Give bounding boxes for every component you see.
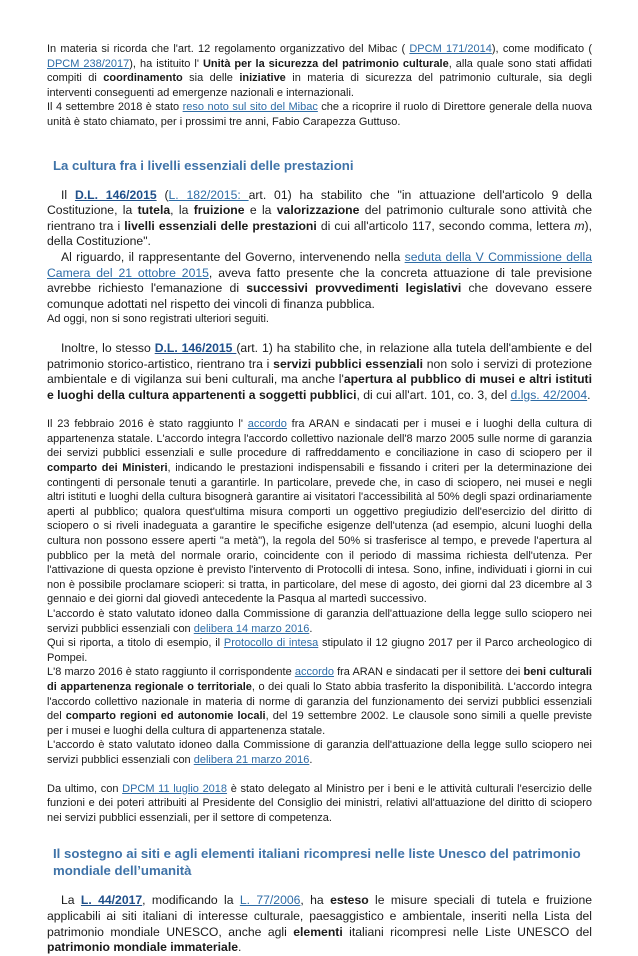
text: Qui si riporta, a titolo di esempio, il — [47, 637, 224, 650]
link-dl-146-2015[interactable]: D.L. 146/2015 — [74, 187, 157, 202]
text: che a ricoprire il ruolo di Direttore generale della nuova unità è stato chiamato, per i prossimi tre anni, Fabio Carapezza Guttuso. — [47, 101, 592, 128]
text: stipulato il 12 giugno 2017 per il Parco archeologico di Pompei. — [47, 637, 592, 664]
text: , ha — [300, 893, 331, 908]
text: e la — [244, 203, 277, 218]
text: ), come modificato ( — [491, 43, 592, 55]
text: art. 01) ha stabilito che "in attuazione dell'articolo 9 della Costituzione, la — [47, 187, 593, 218]
text: . — [237, 940, 242, 955]
bold-text: Unità per la sicurezza del patrimonio culturale — [202, 57, 449, 70]
bold-text: tutela — [137, 203, 171, 218]
text: Il — [61, 187, 75, 202]
bold-text: comparto regioni ed autonomie locali — [65, 710, 266, 723]
text: Al riguardo, il rappresentante del Governo, intervenendo nella — [61, 249, 405, 264]
text: L'accordo è stato valutato idoneo dalla Commissione di garanzia dell'attuazione della legge sullo sciopero nei servizi pubblici essenziali con — [47, 608, 592, 635]
text: La — [61, 893, 81, 908]
paragraph-delibera-21-marzo — [47, 738, 592, 767]
text: è stato delegato al Ministro per i beni e le attività culturali l'esercizio delle funzioni e dei poteri attribuiti al Presidente del Consiglio dei ministri, relativi all'attuazione del diritto di sciopero nei servizi pubblici essenziali, per il settore di competenza. — [47, 782, 592, 824]
text: sia delle — [182, 72, 240, 85]
link-delibera-21-marzo-2016[interactable]: delibera 21 marzo 2016 — [193, 753, 310, 766]
text: italiani ricompresi nelle Liste UNESCO del — [342, 924, 592, 939]
text: che dovevano essere comunque adottati nel rispetto dei vincoli di finanza pubblica. — [47, 281, 592, 311]
link-accordo-regionale[interactable]: accordo — [294, 666, 334, 679]
text: . — [309, 753, 313, 766]
paragraph-protocollo-pompei — [47, 636, 592, 665]
text: , del 19 settembre 2002. Le clausole sono simili a quelle previste per i musei e luoghi della cultura di appartenenza statale. — [47, 710, 592, 737]
text: , indicando le prestazioni indispensabili e fissando i criteri per la determinazione dei contingenti di personale tenuti a garantirle. In particolare, prevede che, in caso di sciopero, nei musei e negli altri istituti e luoghi della cultura bisognerà garantire ai visitatori l'accessibilità al 50% degli spazi ordinariamente aperti al pubblico; qualora quest'ultima misura comporti un oggettivo pregiudizio dell'esercizio del diritto di sciopero o si riveli inadeguata a garantire le specifiche esigenze dell'utenza (ad esempio, alcuni luoghi della cultura non possono essere aperti "a metà"), la regola del 50% si trasferisce al tempo, e prevede l'apertura al pubblico per la metà del normale orario, coincidente con il periodo di massima richiesta dell'utenza. Per l'attivazione di questa opzione è previsto l'intervento di Protocolli di intesa. Sono, infine, individuati i giorni in cui non è possibile proclamare scioperi: si tratta, in particolare, del mese di agosto, dei giorni dal 23 dicembre al 3 gennaio e dei giorni dal giovedì antecedente la Pasqua al martedì successivo. — [47, 462, 592, 606]
paragraph-direttore-generale — [47, 100, 592, 129]
link-seduta-v-commissione[interactable]: seduta della V Commissione della Camera del 21 ottobre 2015 — [47, 249, 592, 280]
bold-text: beni culturali di appartenenza regionale o territoriale — [47, 666, 592, 693]
section-heading-livelli-essenziali: La cultura fra i livelli essenziali delle prestazioni — [53, 157, 354, 173]
section-heading-unesco: Il sostegno ai siti e agli elementi italiani ricompresi nelle liste Unesco del patrimonio mondiale dell’umanità — [53, 846, 581, 879]
link-accordo-musei[interactable]: accordo — [247, 418, 287, 431]
text: , alla quale sono stati affidati compiti di — [47, 57, 592, 85]
text: in materia di sicurezza del patrimonio culturale, sia degli interventi conseguenti ad emergenze nazionali e internazionali. — [47, 72, 592, 99]
bold-text: livelli essenziali delle prestazioni — [124, 218, 317, 233]
paragraph-l-44-2017 — [47, 893, 592, 955]
link-l-44-2017[interactable]: L. 44/2017 — [80, 893, 143, 908]
text: le misure speciali di tutela e fruizione applicabili ai siti italiani di interesse culturale, paesaggistico e ambientale, inseriti nella Lista del patrimonio mondiale UNESCO, anche agli — [47, 893, 593, 939]
text: ), della Costituzione". — [47, 218, 592, 249]
bold-text: comparto dei Ministeri — [47, 462, 168, 475]
text: di cui all'articolo 117, secondo comma, lettera — [316, 218, 575, 233]
link-protocollo-intesa[interactable]: Protocollo di intesa — [223, 637, 319, 650]
text: . — [309, 622, 313, 635]
text: L'8 marzo 2016 è stato raggiunto il corrispondente — [47, 666, 295, 679]
link-dlgs-42-2004[interactable]: d.lgs. 42/2004 — [510, 387, 588, 402]
paragraph-dpcm-luglio-2018 — [47, 782, 592, 826]
text: In materia si ricorda che l'art. 12 regolamento organizzativo del Mibac ( — [47, 43, 410, 55]
paragraph-ad-oggi: Ad oggi, non si sono registrati ulteriori seguiti. — [47, 313, 269, 326]
link-l-182-2015[interactable]: L. 182/2015: — [168, 187, 249, 202]
text: , o dei quali lo Stato abbia trasferito la disponibilità. L'accordo integra l'accordo collettivo nazionale in materia di norme di garanzia del funzionamento dei servizi pubblici essenziali del — [47, 680, 592, 723]
bold-text: successivi provvedimenti legislativi — [246, 281, 462, 296]
link-dpcm-238-2017[interactable]: DPCM 238/2017 — [47, 57, 130, 70]
link-dl-146-2015-second[interactable]: D.L. 146/2015 — [154, 340, 237, 355]
bold-text: iniziative — [239, 72, 286, 85]
text: fra ARAN e sindacati per i musei e i luoghi della cultura di appartenenza statale. L'accordo integra l'accordo collettivo nazionale dell'8 marzo 2005 sulle norme di garanzia dei servizi pubblici essenziali e sulle procedure di raffreddamento e conciliazione in caso di sciopero per il — [47, 418, 592, 460]
link-delibera-14-marzo-2016[interactable]: delibera 14 marzo 2016 — [193, 622, 310, 635]
paragraph-delibera-14-marzo — [47, 607, 592, 636]
text: , aveva fatto presente che la concreta attuazione di tale previsione avrebbe richiesto l'emanazione di — [47, 265, 592, 296]
link-dpcm-171-2014[interactable]: DPCM 171/2014 — [409, 43, 492, 55]
text: ( — [156, 187, 169, 202]
bold-text: fruizione — [193, 203, 245, 218]
text: fra ARAN e sindacati per il settore dei — [333, 666, 524, 679]
bold-text: apertura al pubblico di musei e altri istituti e luoghi della cultura appartenenti a soggetti pubblici — [47, 372, 592, 402]
text: ), ha istituito l' — [129, 57, 203, 70]
text: del patrimonio culturale sono attività che rientrano tra i — [47, 203, 592, 233]
link-dpcm-11-luglio-2018[interactable]: DPCM 11 luglio 2018 — [122, 782, 228, 795]
text: , la — [170, 203, 194, 218]
text: Da ultimo, con — [47, 782, 123, 795]
paragraph-dl-146-2015 — [47, 188, 592, 250]
text: Il 4 settembre 2018 è stato — [47, 101, 183, 114]
bold-text: valorizzazione — [276, 203, 360, 218]
bold-text: elementi — [293, 924, 343, 939]
text: Inoltre, lo stesso — [61, 340, 155, 355]
text: (art. 1) ha stabilito che, in relazione alla tutela dell'ambiente e del patrimonio storico-artistico, rientrano tra i — [47, 340, 592, 371]
bold-text: coordinamento — [103, 72, 183, 85]
italic-text: m — [574, 218, 585, 233]
text: , modificando la — [142, 893, 240, 908]
link-sito-mibac[interactable]: reso noto sul sito del Mibac — [182, 101, 318, 114]
paragraph-accordo-aran-musei — [47, 417, 592, 607]
link-l-77-2006[interactable]: L. 77/2006 — [239, 893, 301, 908]
text: , di cui all'art. 101, co. 3, del — [356, 387, 511, 402]
bold-text: esteso — [330, 893, 369, 908]
bold-text: patrimonio mondiale immateriale — [47, 940, 238, 955]
paragraph-accordo-regionale — [47, 665, 592, 738]
paragraph-rappresentante-governo — [47, 250, 592, 312]
text: non solo i servizi di protezione ambientale e di vigilanza sui beni culturali, ma anche l' — [47, 356, 592, 387]
bold-text: servizi pubblici essenziali — [273, 356, 423, 371]
text: Il 23 febbraio 2016 è stato raggiunto l' — [47, 418, 248, 431]
paragraph-unita-sicurezza — [47, 42, 592, 100]
text: . — [587, 387, 591, 402]
paragraph-servizi-pubblici-essenziali — [47, 341, 592, 403]
text: L'accordo è stato valutato idoneo dalla Commissione di garanzia dell'attuazione della legge sullo sciopero nei servizi pubblici essenziali con — [47, 739, 592, 766]
